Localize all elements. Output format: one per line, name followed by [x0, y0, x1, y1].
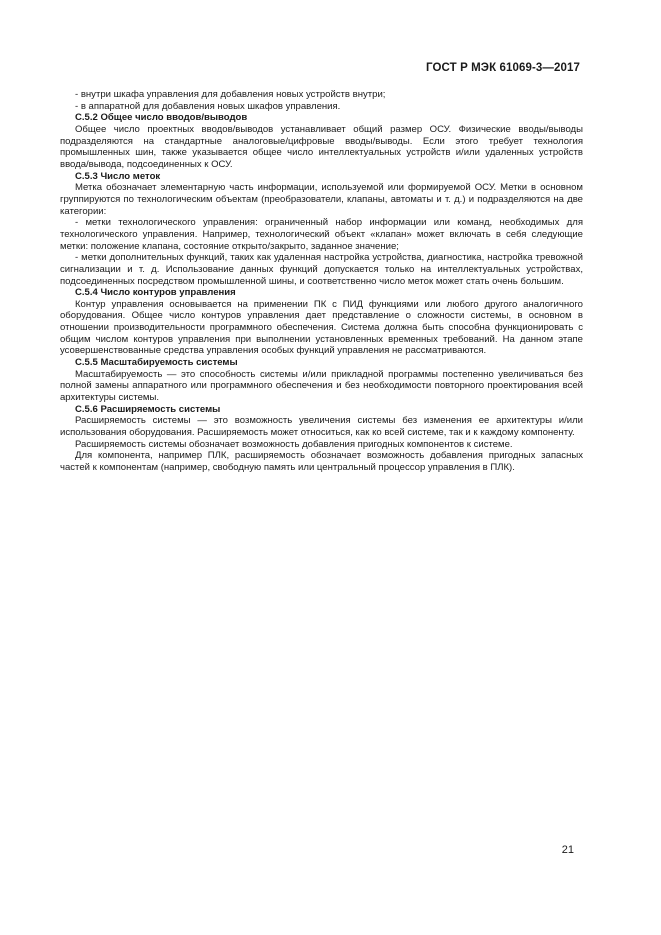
section-heading: C.5.2 Общее число вводов/выводов — [75, 112, 248, 124]
document-body — [60, 89, 583, 474]
section-heading: C.5.5 Масштабируемость системы — [75, 357, 238, 369]
paragraph: Для компонента, например ПЛК, расширяемость обозначает возможность добавления пригодных запасных частей к компонентам (например, свободную память или центральный процессор управления в ПЛК). — [60, 450, 583, 473]
paragraph: Общее число проектных вводов/выводов устанавливает общий размер ОСУ. Физические вводы/выводы подразделяются на стандартные аналоговые/цифровые вводы/выводы. Если этого требует технология промышленных шин, также указывается общее число интеллектуальных устройств и/или удаленных устройств ввода/вывода, подсоединенных к ОСУ. — [60, 123, 583, 170]
list-item: - метки технологического управления: ограниченный набор информации или команд, необходимых для технологического управления. Например, технологический объект «клапан» может включать в себя следующие метки: положение клапана, состояние открыто/закрыто, заданное значение; — [60, 217, 583, 252]
paragraph: Расширяемость системы — это возможность увеличения системы без изменения ее архитектуры и/или использования оборудования. Расширяемость может относиться, как ко всей системе, так и к каждому компоненту. — [60, 415, 583, 439]
paragraph: Расширяемость системы обозначает возможность добавления пригодных компонентов к системе. — [75, 438, 513, 450]
paragraph: Контур управления основывается на применении ПК с ПИД функциями или любого другого аналогичного оборудования. Общее число контуров управления дает представление о сложности системы, в основном в отношении производительности программного обеспечения. Система должна быть способна функционировать с общим числом контуров управления при выполнении установленных временных требований. На данном этапе усовершенствованные средства управления особых функций управления не рассматриваются. — [60, 298, 583, 357]
paragraph: Масштабируемость — это способность системы и/или прикладной программы постепенно увеличиваться без полной замены аппаратного или программного обеспечения и без необходимости повторного проектирования всей архитектуры системы. — [60, 368, 583, 404]
section-heading: C.5.4 Число контуров управления — [75, 287, 236, 299]
list-item: - внутри шкафа управления для добавления новых устройств внутри; — [75, 89, 386, 100]
list-item: - в аппаратной для добавления новых шкафов управления. — [75, 100, 341, 112]
paragraph: Метка обозначает элементарную часть информации, используемой или формируемой ОСУ. Метки в основном группируются по технологическим объектам (преобразователи, клапаны, автоматы и т. д.) и подразделяются на две категории: — [60, 182, 583, 217]
section-heading: C.5.3 Число меток — [75, 170, 161, 182]
list-item: - метки дополнительных функций, таких как удаленная настройка устройства, диагностика, настройка тревожной сигнализации и т. д. Использование данных функций допускается только на интеллектуальных устройствах, подсоединенных посредством промышленной шины, и соответственно число меток может стать очень большим. — [60, 252, 583, 287]
section-heading: C.5.6 Расширяемость системы — [75, 403, 221, 415]
standard-header: ГОСТ Р МЭК 61069-3—2017 — [426, 62, 580, 74]
page-number: 21 — [561, 844, 574, 856]
